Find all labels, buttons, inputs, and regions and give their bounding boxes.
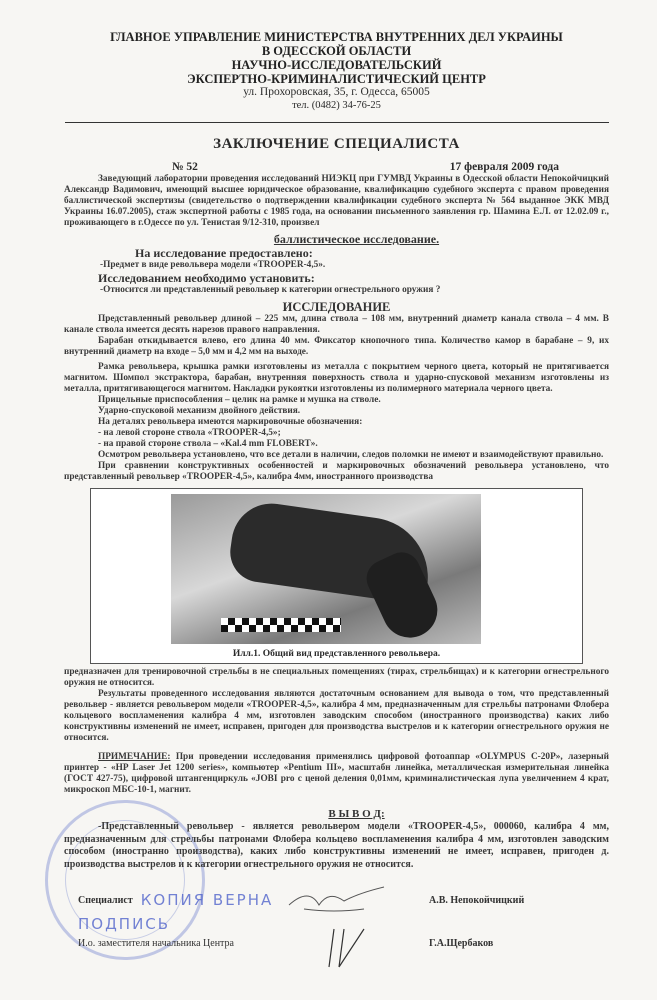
photo-caption: Илл.1. Общий вид представленного револьвера. [232, 649, 441, 659]
question-heading: Исследованием необходимо установить: [98, 271, 315, 285]
conclusion-heading: В Ы В О Д: [328, 808, 385, 820]
research-para: При сравнении конструктивных особенностей и маркировочных обозначений револьвера установлено, что представленный револьвер «TROOPER-4,5», калибра 4мм, иностранного производства [64, 461, 609, 482]
research-para: Барабан откидывается влево, его длина 40 мм. Фиксатор кнопочного типа. Количество камор в барабане – 9, их внутренний диаметр на входе – 5,0 мм и 4,2 мм на выходе. [64, 336, 609, 357]
header-divider [65, 122, 609, 123]
note-text: При проведении исследования применялись цифровой фотоаппар «OLYMPUS C-20P», лазерный принтер - «HP Laser Jet 1200 series», компьютер «Pentium III», масштабн линейка, металлическая измерительная линейка (ГОСТ 427-75), цифровой штангенциркуль «JOBI pro с ценой деления 0,01мм, криминалистическая лупа увеличением 4 крат, микроскоп МБС-10-1, магнит. [64, 752, 609, 795]
research-para: Ударно-спусковой механизм двойного действия. [98, 406, 301, 416]
provided-item: -Предмет в виде револьвера модели «TROOPER-4,5». [100, 260, 326, 270]
note-paragraph [64, 752, 609, 796]
org-name-line4: ЭКСПЕРТНО-КРИМИНАЛИСТИЧЕСКИЙ ЦЕНТР [187, 72, 486, 86]
org-name-line3: НАУЧНО-ИССЛЕДОВАТЕЛЬСКИЙ [231, 58, 442, 72]
document-title: ЗАКЛЮЧЕНИЕ СПЕЦИАЛИСТА [213, 136, 460, 152]
signature-stamp: ПОДПИСЬ [78, 915, 171, 933]
research-para: - на правой стороне ствола – «Kal.4 mm FLOBERT». [98, 439, 318, 449]
research-heading: ИССЛЕДОВАНИЕ [282, 300, 391, 314]
research-text [64, 314, 609, 483]
conclusion-paragraph: -Представленный револьвер - является револьвером модели «TROOPER-4,5», 000060, калибра 4 мм, предназначенным для стрельбы патронами Флобера кольцево воспламенения калибра 4 мм, изготовлен заводским способом (иностранно производства), каких либо конструктивны изменений не имеет, исправен, пригоден д. производства выстрелов и к категории огнестрельного оружия не относится. [64, 821, 609, 870]
signature-row-2 [78, 937, 609, 950]
note-label: ПРИМЕЧАНИЕ: [98, 752, 171, 762]
research-para: - на левой стороне ствола «TROOPER-4,5»; [98, 428, 281, 438]
document-number: № 52 [172, 161, 198, 173]
scale-ruler [221, 618, 341, 632]
signer-name-2: Г.А.Щербаков [429, 938, 494, 949]
org-address: ул. Прохоровская, 35, г. Одесса, 65005 [243, 86, 430, 98]
org-phone: тел. (0482) 34-76-25 [292, 100, 381, 111]
signer-role-1: Специалист [78, 894, 133, 906]
org-name-line2: В ОДЕССКОЙ ОБЛАСТИ [261, 44, 412, 58]
after-photo-text: предназначен для тренировочной стрельбы в не специальных помещениях (тирах, стрельбищах) и к категории огнестрельного оружия не относится. [64, 667, 609, 688]
study-type: баллистическое исследование. [273, 232, 440, 246]
research-para: Представленный револьвер длиной – 225 мм, длина ствола – 108 мм, внутренний диаметр канала ствола – 4 мм. В канале ствола имеется десять нарезов правого направления. [64, 314, 609, 335]
research-para: На деталях револьвера имеются маркировочные обозначения: [98, 417, 363, 427]
org-name-line1: ГЛАВНОЕ УПРАВЛЕНИЕ МИНИСТЕРСТВА ВНУТРЕННИХ ДЕЛ УКРАИНЫ [110, 30, 563, 44]
research-para: Осмотром револьвера установлено, что все детали в наличии, следов поломки не имеют и взаимодействуют правильно. [98, 450, 604, 460]
signature-stamp-row [78, 915, 609, 933]
research-para: Рамка револьвера, крышка рамки изготовлены из металла с покрытием черного цвета, который не притягивается магнитом. Шомпол экстрактора, барабан, внутренняя поверхность ствола и ударно-спусковой механизм изготовлены из металла, притягивающегося магнитом. Накладки рукоятки изготовлены из полимерного материала черного цвета. [64, 362, 609, 394]
signer-name-1: А.В. Непокойчицкий [429, 894, 525, 906]
revolver-photo [171, 494, 481, 644]
signature-block [64, 885, 609, 969]
signature-row-1 [78, 891, 609, 909]
copy-certified-stamp: КОПИЯ ВЕРНА [140, 891, 274, 909]
provided-heading: На исследование предоставлено: [135, 246, 313, 260]
document-date: 17 февраля 2009 года [449, 161, 559, 173]
results-paragraph: Результаты проведенного исследования являются достаточным основанием для вывода о том, что представленный револьвер - является револьвером модели «TROOPER-4,5», калибра 4 мм, предназначенным для стрельбы патронами Флобера кольцевого воспламенения калибра 4 мм, изготовлен заводским способом (иностранного производства) каких либо конструктивны изменений не имеет, исправен, пригоден для производства выстрелов и к категории огнестрельного оружия не относится. [64, 689, 609, 743]
research-para: Прицельные приспособления – целик на рамке и мушка на стволе. [98, 395, 381, 405]
question-item: -Относится ли представленный револьвер к категории огнестрельного оружия ? [100, 285, 441, 295]
signer-role-2: И.о. заместителя начальника Центра [78, 938, 234, 949]
number-date-row [64, 161, 609, 174]
intro-paragraph: Заведующий лаборатории проведения исследований НИЭКЦ при ГУМВД Украины в Одесской области Непокойчицкий Александр Вадимович, имеющий высшее юридическое образование, квалификацию судебного эксперта с правом проведения баллистической экспертизы (свидетельство о подтверждении квалификации судебного эксперта № 564 выданное ЭКК МВД Украины 16.07.2005), стаж экспертной работы с 1985 года, на основании письменного заявления гр. Шамина Е.Л. от 12.02.09 г., проживающего в г.Одессе по ул. Тенистая 9/12-310, произвел [64, 174, 609, 228]
revolver-photo-frame [90, 488, 583, 664]
